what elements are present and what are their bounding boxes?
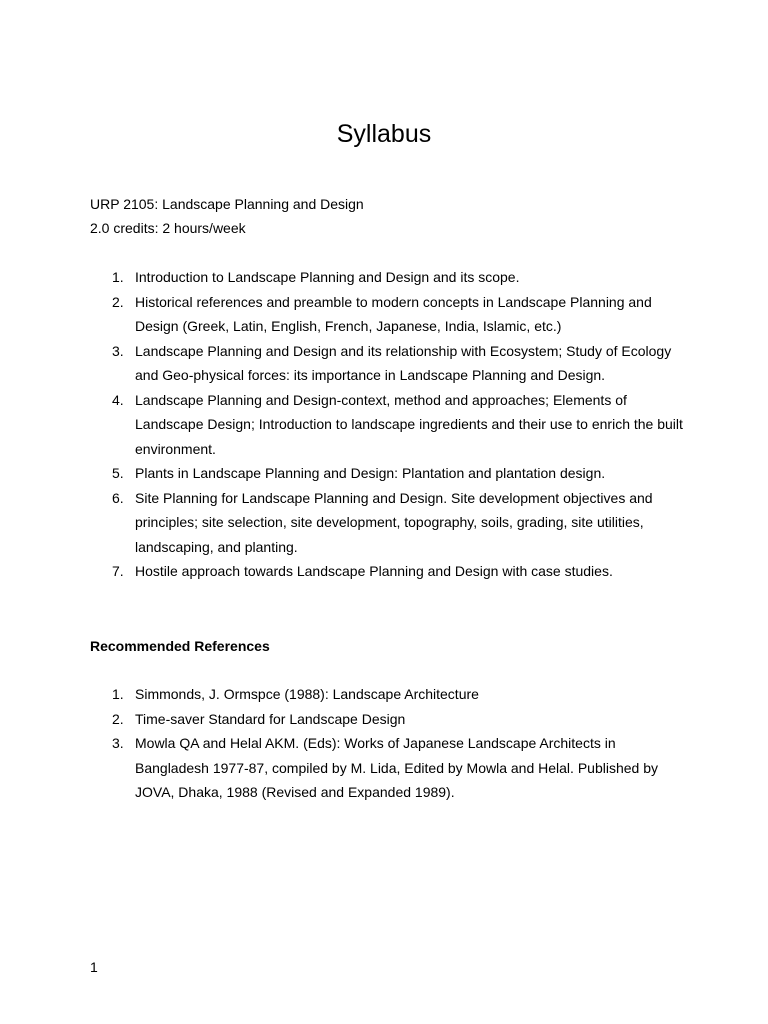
- topic-number: 6.: [112, 489, 124, 506]
- topic-number: 7.: [112, 563, 124, 579]
- topic-item: [90, 559, 690, 584]
- topic-text: Site Planning for Landscape Planning and Design. Site development objectives and principles; site selection, site development, topography, soils, grading, site utilities, landscaping, and planting.: [135, 489, 653, 555]
- topic-item: [90, 388, 690, 462]
- reference-text: Simmonds, J. Ormspce (1988): Landscape Architecture: [135, 686, 479, 702]
- topic-item: [90, 461, 690, 486]
- page-number: 1: [90, 959, 98, 975]
- reference-number: 1.: [112, 686, 124, 702]
- topic-number: 2.: [112, 293, 124, 310]
- course-code-line: URP 2105: Landscape Planning and Design: [90, 196, 364, 212]
- credits-line: 2.0 credits: 2 hours/week: [90, 220, 246, 236]
- reference-text: Time-saver Standard for Landscape Design: [135, 710, 406, 727]
- reference-number: 3.: [112, 735, 124, 751]
- topic-item: [90, 265, 690, 290]
- topic-number: 1.: [112, 269, 124, 285]
- references-list: [90, 682, 690, 805]
- topic-text: Landscape Planning and Design and its relationship with Ecosystem; Study of Ecology and Geo-physical forces: its importance in Landscape Planning and Design.: [135, 342, 672, 383]
- page-title: Syllabus: [336, 120, 432, 148]
- reference-text: Mowla QA and Helal AKM. (Eds): Works of Japanese Landscape Architects in Bangladesh 1977-87, compiled by M. Lida, Edited by Mowla and Helal. Published by JOVA, Dhaka, 1988 (Revised and Expanded 1989).: [135, 735, 658, 800]
- topic-number: 3.: [112, 342, 124, 359]
- reference-item: [90, 682, 690, 707]
- topic-number: 4.: [112, 391, 124, 408]
- reference-number: 2.: [112, 710, 124, 727]
- reference-item: [90, 707, 690, 732]
- topic-item: [90, 339, 690, 388]
- references-heading: Recommended References: [90, 638, 270, 654]
- topic-number: 5.: [112, 465, 124, 481]
- topics-list: [90, 265, 690, 584]
- reference-item: [90, 731, 690, 805]
- topic-text: Hostile approach towards Landscape Planning and Design with case studies.: [135, 563, 613, 579]
- topic-text: Introduction to Landscape Planning and Design and its scope.: [135, 269, 520, 285]
- topic-text: Historical references and preamble to modern concepts in Landscape Planning and Design (Greek, Latin, English, French, Japanese, India, Islamic, etc.): [135, 293, 652, 334]
- topic-item: [90, 486, 690, 560]
- topic-item: [90, 290, 690, 339]
- course-info: [90, 192, 364, 240]
- topic-text: Plants in Landscape Planning and Design: Plantation and plantation design.: [135, 465, 606, 481]
- topic-text: Landscape Planning and Design-context, method and approaches; Elements of Landscape Design; Introduction to landscape ingredients and their use to enrich the built environment.: [135, 391, 683, 457]
